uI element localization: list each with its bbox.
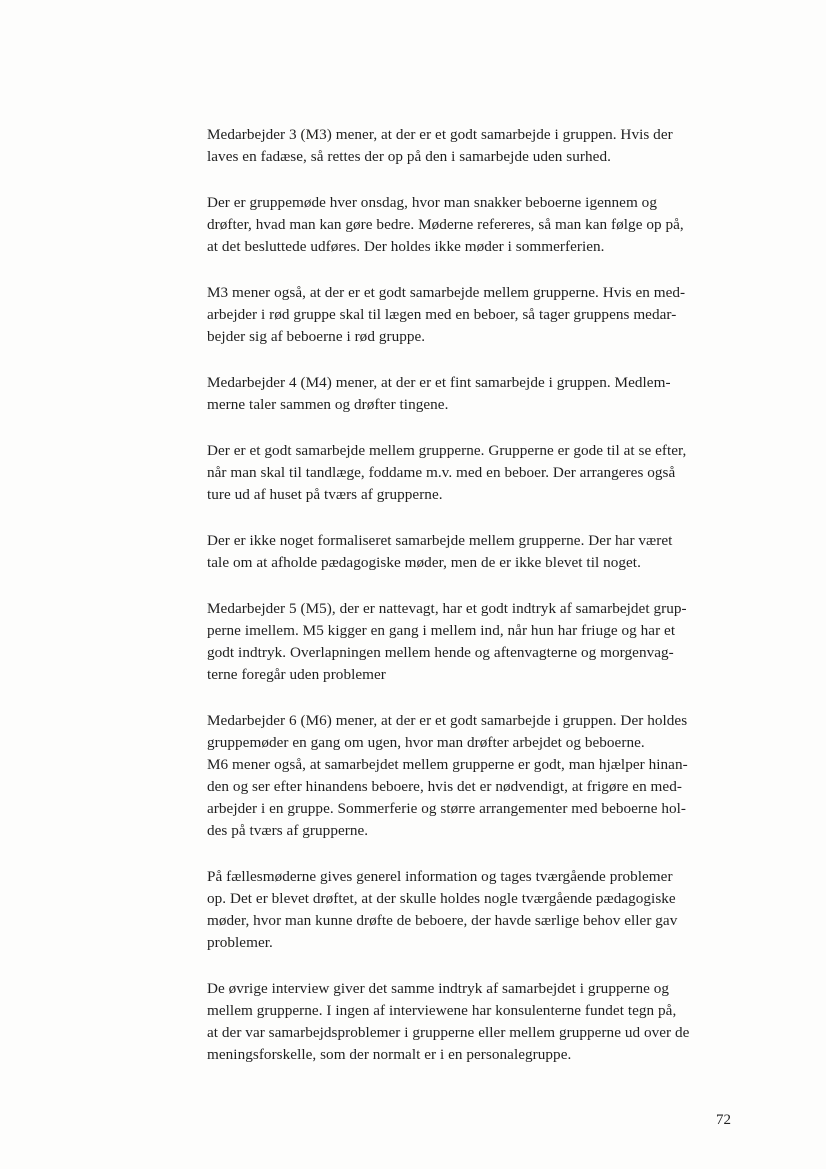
paragraph [207, 598, 747, 686]
paragraph [207, 192, 747, 258]
text-line: ture ud af huset på tværs af grupperne. [207, 486, 443, 503]
text-line: gruppemøder en gang om ugen, hvor man drøfter arbejdet og beboerne. [207, 734, 645, 751]
text-line: Medarbejder 4 (M4) mener, at der er et fint samarbejde i gruppen. Medlem- [207, 374, 671, 391]
text-line: På fællesmøderne gives generel information og tages tværgående problemer [207, 868, 673, 885]
text-line: at der var samarbejdsproblemer i grupperne eller mellem grupperne ud over de [207, 1024, 690, 1041]
text-line: Der er et godt samarbejde mellem grupperne. Grupperne er gode til at se efter, [207, 442, 687, 459]
text-line: den og ser efter hinandens beboere, hvis det er nødvendigt, at frigøre en med- [207, 778, 682, 795]
text-line: arbejder i rød gruppe skal til lægen med en beboer, så tager gruppens medar- [207, 306, 677, 323]
text-line: op. Det er blevet drøftet, at der skulle holdes nogle tværgående pædagogiske [207, 890, 676, 907]
paragraph [207, 530, 747, 574]
text-line: når man skal til tandlæge, foddame m.v. med en beboer. Der arrangeres også [207, 464, 676, 481]
text-line: Medarbejder 6 (M6) mener, at der er et godt samarbejde i gruppen. Der holdes [207, 712, 688, 729]
paragraph [207, 710, 747, 842]
body-text [207, 124, 747, 1090]
paragraph [207, 440, 747, 506]
text-line: De øvrige interview giver det samme indtryk af samarbejdet i grupperne og [207, 980, 670, 997]
paragraph [207, 978, 747, 1066]
paragraph [207, 124, 747, 168]
text-line: laves en fadæse, så rettes der op på den i samarbejde uden surhed. [207, 148, 611, 165]
text-line: Medarbejder 5 (M5), der er nattevagt, har et godt indtryk af samarbejdet grup- [207, 600, 687, 617]
text-line: godt indtryk. Overlapningen mellem hende og aftenvagterne og morgenvag- [207, 644, 674, 661]
text-line: M3 mener også, at der er et godt samarbejde mellem grupperne. Hvis en med- [207, 284, 686, 301]
text-line: drøfter, hvad man kan gøre bedre. Møderne refereres, så man kan følge op på, [207, 216, 684, 233]
text-line: Der er ikke noget formaliseret samarbejde mellem grupperne. Der har været [207, 532, 673, 549]
text-line: arbejder i en gruppe. Sommerferie og større arrangementer med beboerne hol- [207, 800, 686, 817]
text-line: perne imellem. M5 kigger en gang i mellem ind, når hun har friuge og har et [207, 622, 676, 639]
text-line: mellem grupperne. I ingen af interviewene har konsulenterne fundet tegn på, [207, 1002, 677, 1019]
page-number: 72 [716, 1112, 731, 1128]
text-line: merne taler sammen og drøfter tingene. [207, 396, 449, 413]
text-line: problemer. [207, 934, 273, 951]
text-line: møder, hvor man kunne drøfte de beboere, der havde særlige behov eller gav [207, 912, 678, 929]
text-line: meningsforskelle, som der normalt er i en personalegruppe. [207, 1046, 572, 1063]
text-line: Der er gruppemøde hver onsdag, hvor man snakker beboerne igennem og [207, 194, 657, 211]
paragraph [207, 282, 747, 348]
text-line: des på tværs af grupperne. [207, 822, 369, 839]
paragraph [207, 372, 747, 416]
text-line: tale om at afholde pædagogiske møder, men de er ikke blevet til noget. [207, 554, 641, 571]
paragraph [207, 866, 747, 954]
text-line: bejder sig af beboerne i rød gruppe. [207, 328, 426, 345]
text-line: terne foregår uden problemer [207, 666, 386, 683]
text-line: M6 mener også, at samarbejdet mellem grupperne er godt, man hjælper hinan- [207, 756, 688, 773]
text-line: Medarbejder 3 (M3) mener, at der er et godt samarbejde i gruppen. Hvis der [207, 126, 673, 143]
text-line: at det besluttede udføres. Der holdes ikke møder i sommerferien. [207, 238, 605, 255]
